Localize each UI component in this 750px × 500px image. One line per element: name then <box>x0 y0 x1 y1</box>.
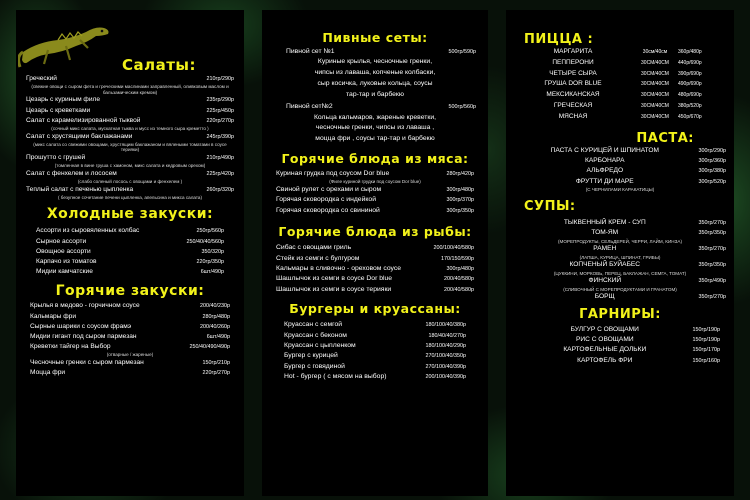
item-note: (С ЧЕРНИЛАМИ КАРАКАТИЦЫ) <box>585 187 655 193</box>
hot-snacks-title: Горячие закуски: <box>55 283 205 300</box>
menu-item <box>276 169 474 179</box>
item-name: ФРУТТИ ДИ МАРЕ <box>575 177 634 185</box>
item-name: Сырные шарики с соусом фрамэ <box>30 322 132 330</box>
item-name: Сибас с овощами гриль <box>276 244 352 252</box>
item-price: 200/40/260р <box>200 323 230 330</box>
menu-item <box>284 351 466 361</box>
menu-item <box>28 322 232 332</box>
item-name: Кальмары в сливочно - ореховом соусе <box>276 265 402 273</box>
item-price: 200/40/580р <box>444 286 474 293</box>
beer-set-header <box>270 45 480 57</box>
item-name: Свиной рулет с орехами и сыром <box>276 185 382 193</box>
menu-item <box>28 342 232 352</box>
beer-sets-list <box>270 45 480 145</box>
pizza-size: 30см/40см <box>642 49 668 55</box>
item-price: 235гр/290р <box>206 97 234 104</box>
item-name: Крылья в медово - горчичном соусе <box>30 302 140 310</box>
menu-item <box>276 254 474 264</box>
pizza-name: МЕКСИКАНСКАЯ <box>546 91 600 99</box>
item-price: 350гр/270р <box>698 246 726 253</box>
item-name: АЛЬФРЕДО <box>586 167 624 175</box>
menu-item <box>284 320 466 330</box>
menu-item <box>24 116 236 126</box>
item-name: Круассан с семгой <box>284 321 343 329</box>
menu-item <box>520 356 720 366</box>
item-name: РАМЕН <box>593 245 617 253</box>
menu-item <box>514 218 726 228</box>
soups-section <box>514 199 726 303</box>
pizza-title: ПИЦЦА : <box>524 32 594 47</box>
item-price: 300гр/520р <box>698 178 726 185</box>
item-name: ФИНСКИЙ <box>588 277 622 285</box>
item-price: 150гр/190р <box>692 337 720 344</box>
menu-item <box>514 166 726 176</box>
beer-set-name: Пивной сет№2 <box>286 103 333 111</box>
item-note: (ЦУККИНИ, МОРКОВЬ, ПЕРЕЦ, БАКЛАЖАН, СЕМГА, ТОМАТ) <box>553 270 687 276</box>
item-name: Круассан с беконом <box>284 331 347 339</box>
item-name: КАРТОФЕЛЬ ФРИ <box>577 356 633 364</box>
item-name: Круассан с цыпленком <box>284 342 356 350</box>
item-price: 250гр/560р <box>196 228 224 235</box>
beer-sets-title: Пивные сеты: <box>322 30 428 45</box>
menu-item <box>34 226 226 236</box>
soups-list <box>514 214 726 303</box>
item-name: Салат с карамелизированной тыквой <box>26 116 141 124</box>
garnish-title: ГАРНИРЫ: <box>579 306 661 322</box>
item-price: 350/320р <box>201 248 224 255</box>
item-name: Цезарь с креветками <box>26 106 91 114</box>
menu-item <box>34 257 226 267</box>
beer-set-contents: Куриные крылья, чесночные гренки, <box>317 58 433 66</box>
menu-item <box>276 274 474 284</box>
item-note: (отварные / жареные) <box>106 352 154 358</box>
item-name: Ассорти из сыровяленных колбас <box>36 227 140 235</box>
item-name: Цезарь с куриным филе <box>26 96 101 104</box>
menu-item <box>284 341 466 351</box>
item-price: 300гр/290р <box>698 147 726 154</box>
pizza-price: 480р/690р <box>678 92 702 99</box>
item-name: Горячая сковородка со свининой <box>276 206 380 214</box>
pizza-list <box>514 47 726 123</box>
menu-panel-left <box>16 10 244 496</box>
menu-item <box>514 177 726 187</box>
item-name: Куриная грудка под соусом Dor blue <box>276 169 390 177</box>
pizza-size: 30СМ/40СМ <box>641 102 669 109</box>
menu-item <box>514 244 726 254</box>
menu-item <box>276 243 474 253</box>
pizza-size: 30СМ/40СМ <box>641 81 669 88</box>
fish-dishes-title: Горячие блюда из рыбы: <box>278 224 472 240</box>
item-price: 150гр/190р <box>692 326 720 333</box>
item-note: (томленная в вине груша с хамоном, микс салата и кедровым орехом) <box>54 163 206 169</box>
menu-item <box>520 335 720 345</box>
garnish-list <box>514 322 726 367</box>
meat-dishes-list <box>270 166 480 216</box>
item-note: (сочный микс салата, мускатная тыква и мусс из темного сыра креметто ) <box>51 126 209 131</box>
item-price: 200/100/40/580р <box>433 245 474 252</box>
menu-item <box>284 331 466 341</box>
item-price: 350гр/270р <box>698 294 726 301</box>
item-name: Салат с фенхелем и лососем <box>26 169 117 177</box>
pizza-price: 450р/670р <box>678 113 702 120</box>
item-note: (Филе куриной грудки под соусом Dor blue) <box>329 179 421 185</box>
menu-item <box>514 156 726 166</box>
beer-sets-section <box>270 14 480 145</box>
pizza-size: 30СМ/40СМ <box>641 113 669 120</box>
burgers-title: Бургеры и круассаны: <box>289 301 461 317</box>
pizza-item <box>514 79 726 90</box>
menu-item <box>28 312 232 322</box>
cold-snacks-section <box>24 206 236 277</box>
item-name: Бургер с говядиной <box>284 362 345 370</box>
item-price: 6шт/490р <box>200 269 224 276</box>
pizza-size: 30СМ/40СМ <box>641 70 669 77</box>
menu-item <box>24 132 236 142</box>
menu-item <box>514 146 726 156</box>
menu-item <box>520 345 720 355</box>
item-name: Бургер с курицей <box>284 352 338 360</box>
burgers-section <box>270 301 480 382</box>
beer-set-contents: тар-тар и барбекю <box>346 90 404 98</box>
item-price: 350гр/350р <box>698 262 726 269</box>
cold-snacks-title: Холодные закуски: <box>46 206 214 223</box>
item-name: Сырное ассорти <box>36 237 87 245</box>
item-price: 250/40/40/560р <box>186 238 224 245</box>
menu-item <box>24 106 236 116</box>
item-name: Горячая сковородка с индейкой <box>276 196 376 204</box>
item-note: (слабо соленый лосось с овощами и фенхелем ) <box>77 178 183 184</box>
beer-set-contents: сыр косичка, луковые кольца, соусы <box>317 79 433 87</box>
item-price: 150гр/160р <box>692 357 720 364</box>
menu-item <box>24 153 236 163</box>
item-name: КАРТОФЕЛЬНЫЕ ДОЛЬКИ <box>563 346 647 354</box>
item-price: 250/40/490/490р <box>189 344 230 351</box>
menu-item <box>34 267 226 277</box>
item-note: ( безупное сочетание печени цыпленка, апельсина и микса салата) <box>58 194 202 200</box>
item-name: Шашлычок из семги в соусе терияки <box>276 285 392 293</box>
item-name: ПАСТА С КУРИЦЕЙ И ШПИНАТОМ <box>550 146 659 154</box>
item-price: 225гр/450р <box>206 107 234 114</box>
item-price: 280гр/480р <box>202 313 230 320</box>
beer-set-price: 500гр/560р <box>448 104 476 111</box>
item-name: КАРБОНАРА <box>585 156 625 164</box>
pizza-item <box>514 47 726 58</box>
hot-snacks-list <box>24 299 236 378</box>
beer-set-contents: Кольца кальмаров, жареные креветки, <box>313 113 437 121</box>
pasta-list <box>514 146 726 193</box>
menu-item <box>24 74 236 84</box>
menu-panel-middle <box>262 10 488 496</box>
item-name: Теплый салат с печенью цыпленка <box>26 185 134 193</box>
item-price: 225гр/420р <box>206 170 234 177</box>
pizza-name: ГРЕЧЕСКАЯ <box>553 101 593 109</box>
item-name: ТЫКВЕННЫЙ КРЕМ - СУП <box>563 218 646 226</box>
item-price: 210гр/290р <box>206 76 234 82</box>
menu-item <box>28 332 232 342</box>
pizza-name: МЯСНАЯ <box>558 112 588 120</box>
item-name: Моцца фри <box>30 369 66 377</box>
menu-item <box>514 276 726 286</box>
item-price: 200/40/580р <box>444 276 474 283</box>
item-price: 260гр/320р <box>206 186 234 193</box>
item-price: 210гр/490р <box>206 154 234 161</box>
pasta-section <box>514 131 726 193</box>
pizza-price: 490р/690р <box>678 81 702 88</box>
item-price: 350гр/490р <box>698 278 726 285</box>
item-note: (МОРЕПРОДУКТЫ, СЕЛЬДЕРЕЙ, ЧЕРРИ, ЛАЙМ, КИНЗА) <box>558 238 682 244</box>
meat-dishes-section <box>270 151 480 216</box>
item-price: 270/100/40/390р <box>425 363 466 370</box>
item-price: 220гр/270р <box>206 117 234 124</box>
item-price: 150гр/210р <box>202 360 230 366</box>
menu-item <box>24 169 236 179</box>
item-note: (свежие овощи с сыром фета и греческими маслинами заправленный, оливковым маслом и бальзамическим кремом) <box>31 84 229 95</box>
pizza-item <box>514 58 726 69</box>
item-price: 170/150/590р <box>441 255 474 262</box>
item-price: 180/100/40/290р <box>425 343 466 350</box>
item-name: Карпачо из томатов <box>36 257 97 265</box>
pizza-item <box>514 112 726 123</box>
item-name: Шашлычок из семги в соусе Dor blue <box>276 275 393 283</box>
item-name: БУЛГУР С ОВОЩАМИ <box>570 325 639 333</box>
garnish-section <box>514 307 726 367</box>
item-price: 300гр/360р <box>698 157 726 164</box>
menu-item <box>284 362 466 372</box>
fish-dishes-section <box>270 224 480 295</box>
item-name: КОПЧЕНЫЙ БУЙАБЕС <box>569 261 641 269</box>
item-price: 245гр/390р <box>206 133 234 140</box>
meat-dishes-title: Горячие блюда из мяса: <box>281 150 469 166</box>
item-price: 6шт/490р <box>206 334 230 340</box>
pizza-size: 30СМ/40СМ <box>641 92 669 99</box>
item-price: 300гр/480р <box>446 186 474 193</box>
item-name: РИС С ОВОЩАМИ <box>575 336 634 344</box>
pizza-item <box>514 69 726 80</box>
item-name: Мидии гигант под сыром пармезан <box>30 333 137 340</box>
item-price: 200/40/230р <box>200 303 230 310</box>
soups-title: СУПЫ: <box>524 198 576 214</box>
item-price: 220гр/270р <box>202 370 230 377</box>
item-price: 300гр/380р <box>698 168 726 175</box>
menu-item <box>514 228 726 238</box>
menu-item <box>276 185 474 195</box>
menu-item <box>276 285 474 295</box>
pasta-title: ПАСТА: <box>636 130 694 146</box>
burgers-list <box>270 316 480 382</box>
item-price: 150гр/170р <box>692 347 720 354</box>
fish-dishes-list <box>270 239 480 295</box>
item-price: 220гр/350р <box>196 258 224 265</box>
pizza-name: ЧЕТЫРЕ СЫРА <box>549 69 597 77</box>
menu-item <box>28 301 232 311</box>
item-note: (микс салата со свежими овощами, хрустящим баклажаном и вялеными томатами в соусе терияки) <box>33 141 227 153</box>
item-name: Мидии камчатские <box>36 268 93 276</box>
menu-item <box>276 206 474 216</box>
pizza-name: МАРГАРИТА <box>553 48 593 55</box>
item-name: Прошутто с грушей <box>26 153 86 161</box>
menu-item <box>514 292 726 302</box>
menu-item <box>28 358 232 368</box>
item-name: Стейк из семги с булгуром <box>276 254 360 262</box>
cold-snacks-list <box>24 222 236 277</box>
menu-panel-right <box>506 10 734 496</box>
item-name: Hot - бургер ( с мясом на выбор) <box>284 373 387 381</box>
item-price: 350гр/270р <box>698 219 726 226</box>
menu-item <box>520 325 720 335</box>
hot-snacks-section <box>24 283 236 378</box>
beer-set-contents: чесночные гренки, чипсы из лаваша , <box>315 124 435 132</box>
item-note: (СЛИВОЧНЫЙ С МОРЕПРОДУКТАМИ И ГРАНАТОМ) <box>563 286 677 292</box>
pizza-price: 440р/690р <box>678 59 702 66</box>
pizza-size: 30СМ/40СМ <box>641 59 669 66</box>
menu-item <box>34 237 226 247</box>
item-name: БОРЩ <box>594 293 615 301</box>
salads-list <box>24 74 236 200</box>
item-price: 280гр/420р <box>446 170 474 177</box>
salads-title: Салаты: <box>122 56 196 74</box>
item-name: ТОМ-ЯМ <box>591 229 619 237</box>
item-name: Греческий <box>26 75 57 82</box>
beer-set-header <box>270 100 480 112</box>
pizza-item <box>514 90 726 101</box>
beer-set-contents: чипсы из лаваша, копченые колбаски, <box>314 69 436 76</box>
item-name: Креветки тайгер на Выбор <box>30 343 111 351</box>
item-name: Салат с хрустящими баклажанами <box>26 132 133 140</box>
pizza-price: 380р/520р <box>678 102 702 109</box>
menu-item <box>276 195 474 205</box>
menu-item <box>24 95 236 105</box>
menu-item <box>24 185 236 195</box>
item-price: 300гр/350р <box>446 207 474 214</box>
pizza-name: ПЕППЕРОНИ <box>552 58 594 66</box>
menu-item <box>514 260 726 270</box>
menu-item <box>276 264 474 274</box>
item-price: 350гр/350р <box>698 230 726 237</box>
beer-set-name: Пивной сет №1 <box>286 48 335 55</box>
item-note: (ЛАПША, КУРИЦА, ШПИНАТ, ГРИБЫ) <box>579 254 661 260</box>
menu-item <box>284 372 466 382</box>
iguana-icon <box>18 12 118 68</box>
item-name: Кальмары фри <box>30 312 77 320</box>
item-price: 180/40/40/270р <box>428 332 466 339</box>
item-price: 180/100/40/380р <box>425 322 466 329</box>
item-price: 300гр/370р <box>446 197 474 204</box>
pizza-price: 360р/480р <box>678 49 702 55</box>
pizza-name: ГРУША DOR BLUE <box>544 80 602 88</box>
pizza-item <box>514 101 726 112</box>
beer-set-price: 500гр/590р <box>448 49 476 55</box>
item-price: 200/100/40/390р <box>425 374 466 381</box>
menu-item <box>28 368 232 378</box>
pizza-price: 390р/690р <box>678 70 702 77</box>
pizza-section <box>514 14 726 123</box>
item-name: Чесночные гренки с сыром пармезан <box>30 359 144 366</box>
item-price: 300гр/480р <box>446 266 474 273</box>
beer-set-contents: моцца фри , соусы тар-тар и барбекю <box>315 135 435 143</box>
menu-item <box>34 247 226 257</box>
item-price: 270/100/40/350р <box>425 353 466 360</box>
item-name: Овощное ассорти <box>36 247 91 255</box>
